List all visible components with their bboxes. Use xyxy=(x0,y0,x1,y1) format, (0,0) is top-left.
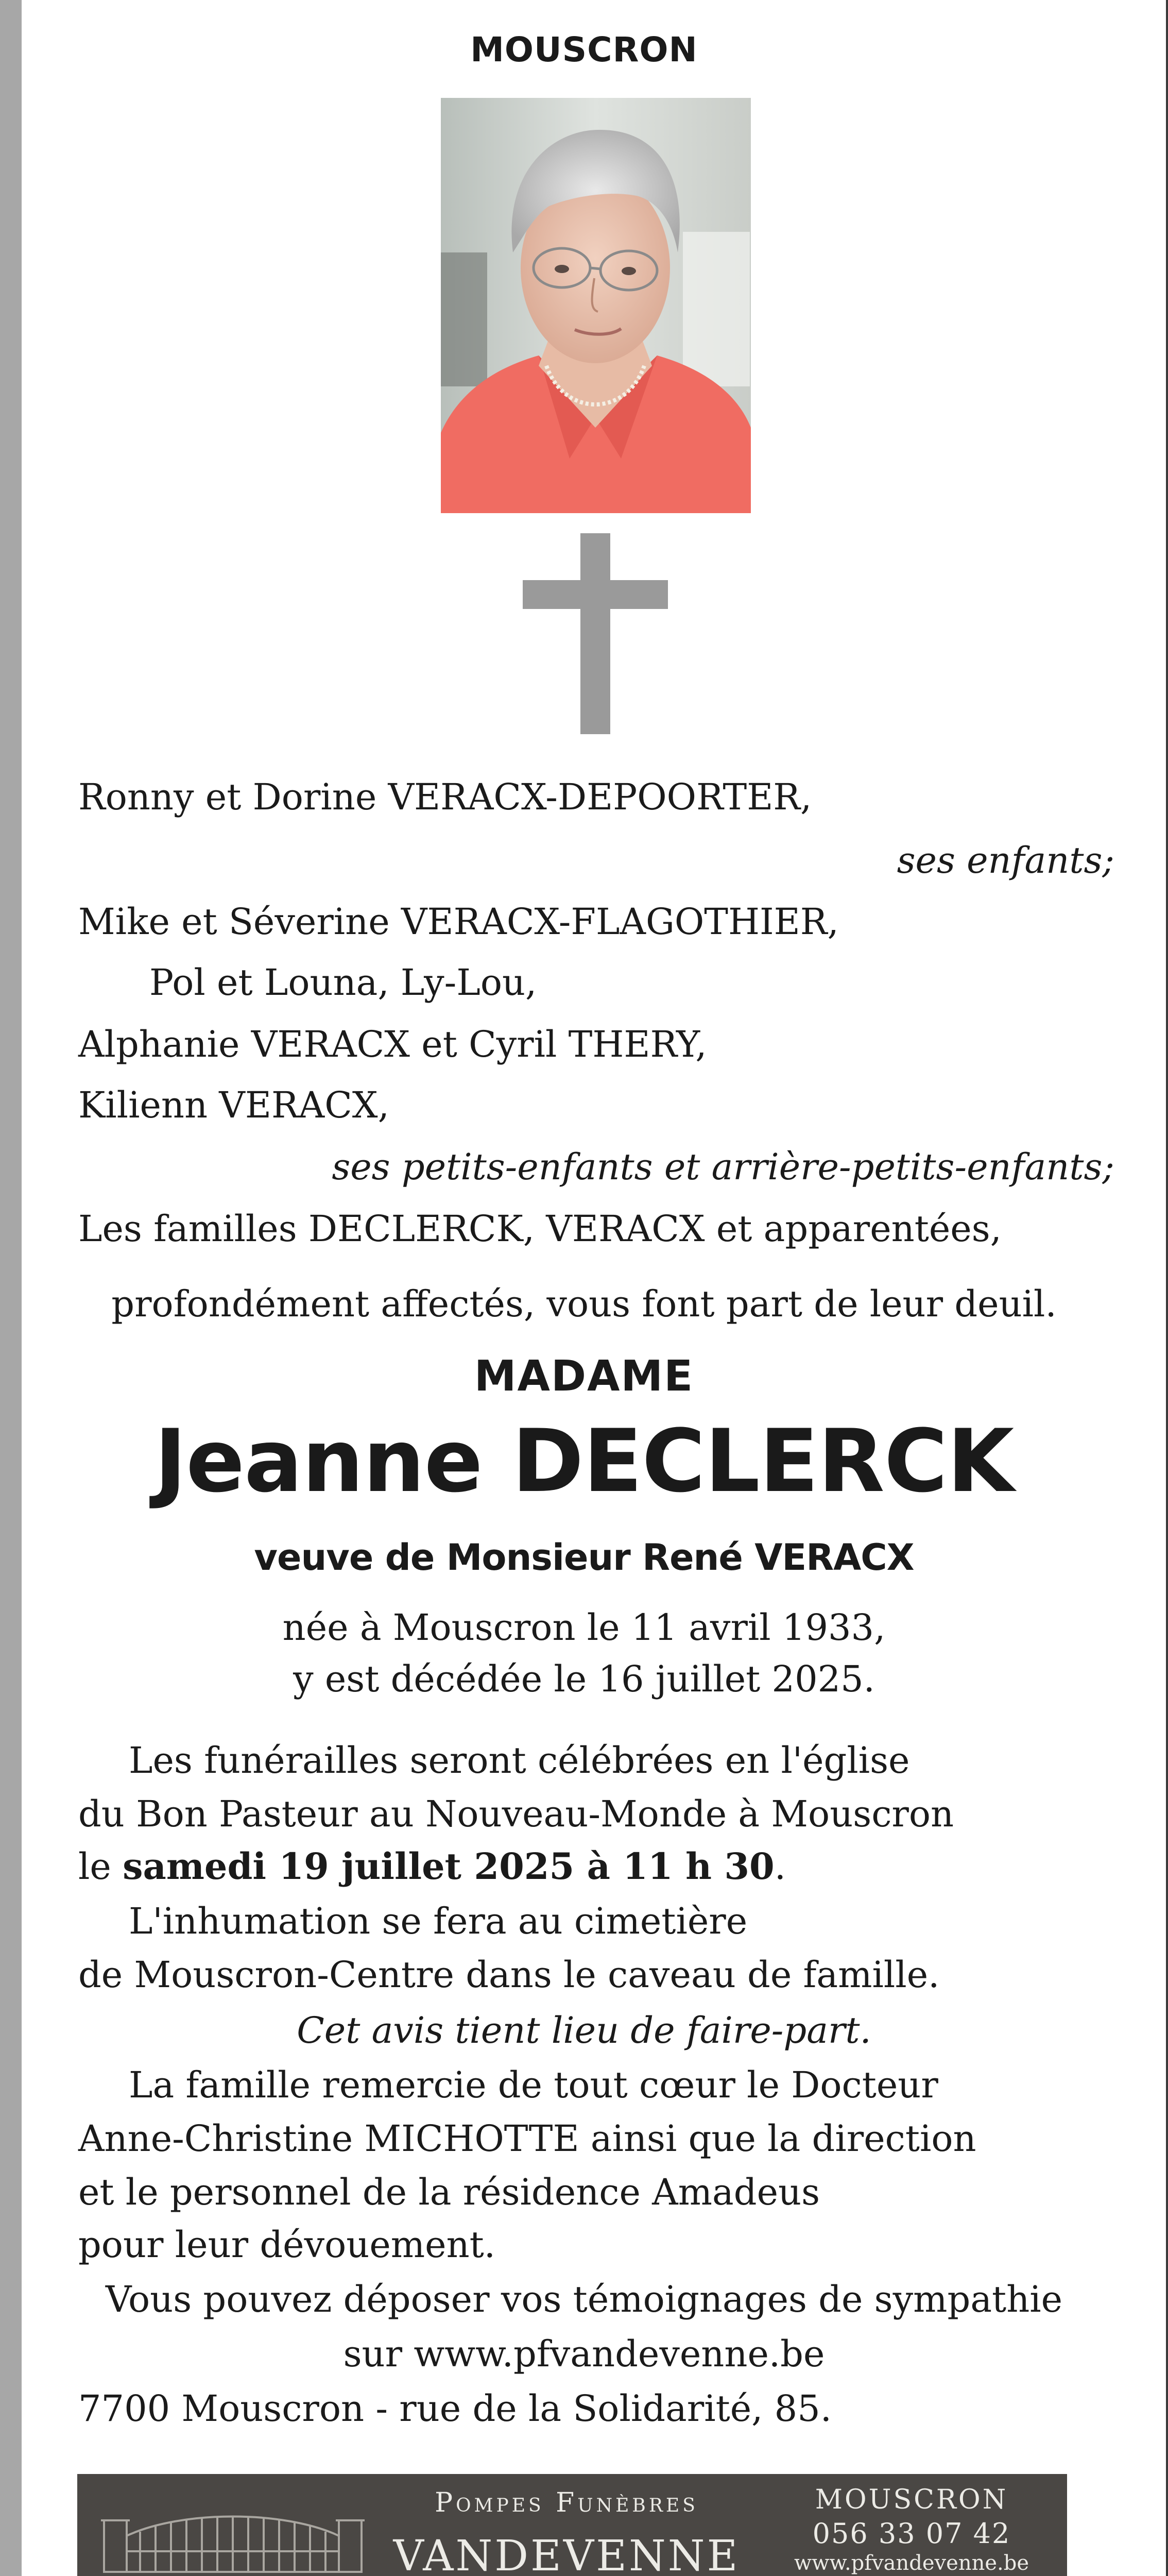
town-heading: MOUSCRON xyxy=(470,30,698,70)
thanks-text-2: Anne-Christine MICHOTTE ainsi que la direction xyxy=(78,2117,976,2160)
gate-icon xyxy=(99,2500,367,2576)
condolence-text-2: sur www.pfvandevenne.be xyxy=(343,2333,825,2375)
funeral-home-banner xyxy=(77,2474,1067,2576)
portrait-photo xyxy=(441,98,751,513)
thanks-text-1: La famille remercie de tout cœur le Docteur xyxy=(129,2064,938,2106)
cross-icon-bar xyxy=(523,580,668,609)
funeral-date: samedi 19 juillet 2025 à 11 h 30 xyxy=(123,1845,775,1888)
widow-of-line: veuve de Monsieur René VERACX xyxy=(254,1536,914,1579)
funeral-home-type: Pompes Funèbres xyxy=(435,2487,698,2518)
condolence-text-1: Vous pouvez déposer vos témoignages de sympathie xyxy=(105,2278,1063,2320)
announcement-line: profondément affectés, vous font part de leur deuil. xyxy=(111,1283,1057,1325)
funeral-home-name: VANDEVENNE xyxy=(393,2532,740,2576)
thanks-text-4: pour leur dévouement. xyxy=(78,2224,496,2266)
funeral-date-suffix: . xyxy=(774,1845,786,1888)
funeral-date-line xyxy=(78,1845,786,1888)
families-line: Les familles DECLERCK, VERACX et apparentées, xyxy=(78,1208,1002,1250)
burial-text-1: L'inhumation se fera au cimetière xyxy=(129,1900,748,1942)
address-line: 7700 Mouscron - rue de la Solidarité, 85. xyxy=(78,2387,832,2430)
children-role: ses enfants; xyxy=(897,839,1114,882)
burial-text-2: de Mouscron-Centre dans le caveau de famille. xyxy=(78,1954,940,1996)
honorific: MADAME xyxy=(474,1352,694,1401)
deceased-name: Jeanne DECLERCK xyxy=(154,1411,1014,1512)
thanks-text-3: et le personnel de la résidence Amadeus xyxy=(78,2171,820,2213)
cross-icon xyxy=(580,533,610,734)
notice-line: Cet avis tient lieu de faire-part. xyxy=(297,2009,871,2052)
grandchild-line-2: Alphanie VERACX et Cyril THERY, xyxy=(78,1023,707,1065)
funeral-date-prefix: le xyxy=(78,1845,123,1888)
funeral-text-1: Les funérailles seront célébrées en l'église xyxy=(129,1739,910,1782)
funeral-text-2: du Bon Pasteur au Nouveau-Monde à Mouscron xyxy=(78,1793,954,1835)
death-line: y est décédée le 16 juillet 2025. xyxy=(293,1658,875,1700)
grandchild-line-3: Kilienn VERACX, xyxy=(78,1084,389,1126)
children-line: Ronny et Dorine VERACX-DEPOORTER, xyxy=(78,776,812,818)
grandchild-line-1: Mike et Séverine VERACX-FLAGOTHIER, xyxy=(78,901,839,943)
great-grandchild-line: Pol et Louna, Ly-Lou, xyxy=(149,961,537,1004)
birth-line: née à Mouscron le 11 avril 1933, xyxy=(282,1606,886,1649)
funeral-home-town: MOUSCRON xyxy=(815,2484,1008,2515)
grandchildren-role: ses petits-enfants et arrière-petits-enfants; xyxy=(332,1146,1114,1188)
funeral-home-website: www.pfvandevenne.be xyxy=(794,2551,1029,2575)
funeral-home-phone: 056 33 07 42 xyxy=(812,2517,1011,2550)
